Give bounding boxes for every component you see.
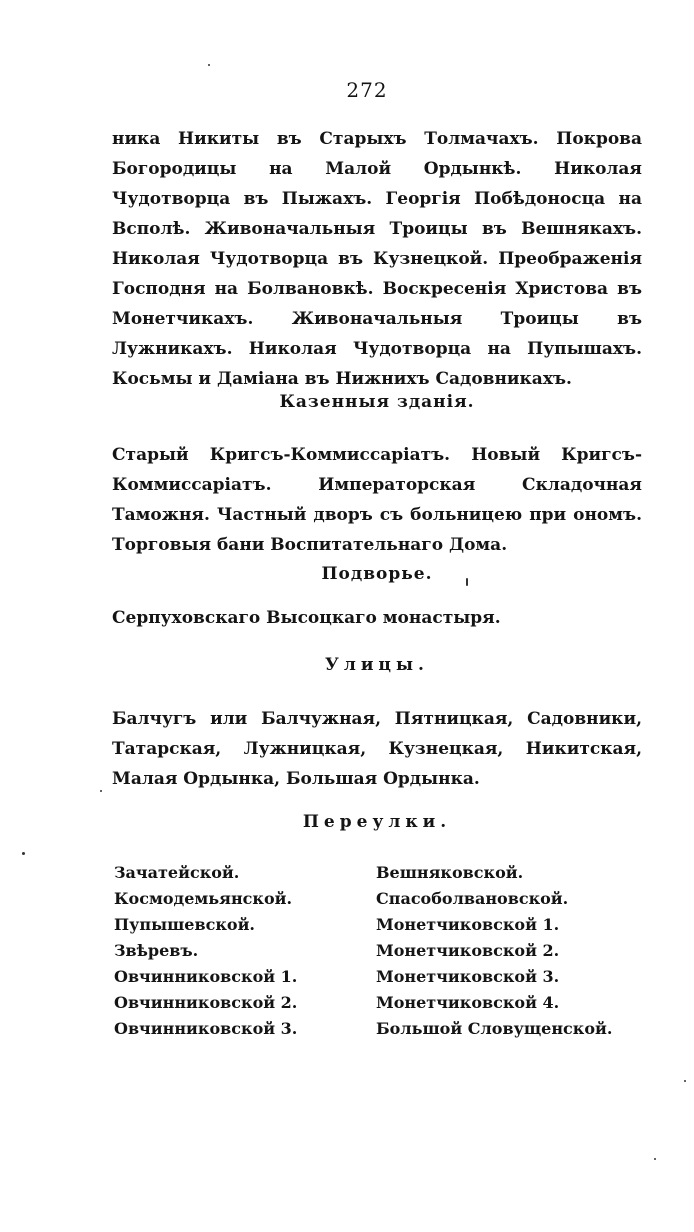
paper-speck: [466, 578, 468, 586]
lane-item: Овчинниковской 2.: [114, 993, 298, 1012]
section-heading-kazennye: Казенныя зданія.: [279, 392, 475, 412]
section-heading-pereulki: Переулки.: [302, 812, 452, 832]
ulitsy-paragraph: Балчугъ или Балчужная, Пятницкая, Садовники, Татарская, Лужницкая, Кузнецкая, Никитская, Малая Ордынка, Большая Ордынка.: [112, 709, 642, 789]
paper-speck: [654, 1158, 656, 1160]
lane-item: Монетчиковской 3.: [376, 967, 560, 986]
lane-item: Монетчиковской 1.: [376, 915, 560, 934]
lane-item: Космодемьянской.: [114, 889, 293, 908]
lane-item: Спасоболвановской.: [376, 889, 569, 908]
lane-item: Пупышевской.: [114, 915, 255, 934]
paper-speck: [684, 1080, 686, 1082]
lane-item: Звѣревъ.: [114, 941, 199, 960]
lanes-list: [114, 860, 644, 1060]
lane-item: Монетчиковской 4.: [376, 993, 560, 1012]
churches-paragraph: ника Никиты въ Старыхъ Толмачахъ. Покрова Богородицы на Малой Ордынкѣ. Николая Чудотворца въ Пыжахъ. Георгія Побѣдоносца на Всполѣ. Живоначальныя Троицы въ Вешнякахъ. Николая Чудотворца въ Кузнецкой. Преображенія Господня на Болвановкѣ. Воскресенія Христова въ Монетчикахъ. Живоначальныя Троицы въ Лужникахъ. Николая Чудотворца на Пупышахъ. Косьмы и Даміана въ Нижнихъ Садовникахъ.: [112, 129, 642, 389]
paper-speck: [208, 64, 210, 66]
lanes-right-column: [376, 860, 612, 1042]
lane-item: Большой Словущенской.: [376, 1019, 613, 1038]
lane-item: Монетчиковской 2.: [376, 941, 560, 960]
lane-item: Овчинниковской 3.: [114, 1019, 298, 1038]
lane-item: Вешняковской.: [376, 863, 524, 882]
podvorye-paragraph: Серпуховскаго Высоцкаго монастыря.: [112, 608, 501, 628]
paper-speck: [22, 852, 25, 855]
page-number: 272: [346, 78, 388, 102]
lanes-left-column: [114, 860, 297, 1042]
paper-speck: [100, 790, 102, 792]
kazennye-paragraph: Старый Кригсъ-Коммиссаріатъ. Новый Кригсъ-Коммиссаріатъ. Императорская Складочная Таможня. Частный дворъ съ больницею при ономъ. Торговыя бани Воспитательнаго Дома.: [112, 445, 642, 555]
lane-item: Зачатейской.: [114, 863, 240, 882]
lane-item: Овчинниковской 1.: [114, 967, 298, 986]
section-heading-podvorye: Подворье.: [321, 564, 433, 584]
section-heading-ulitsy: Улицы.: [325, 655, 429, 675]
